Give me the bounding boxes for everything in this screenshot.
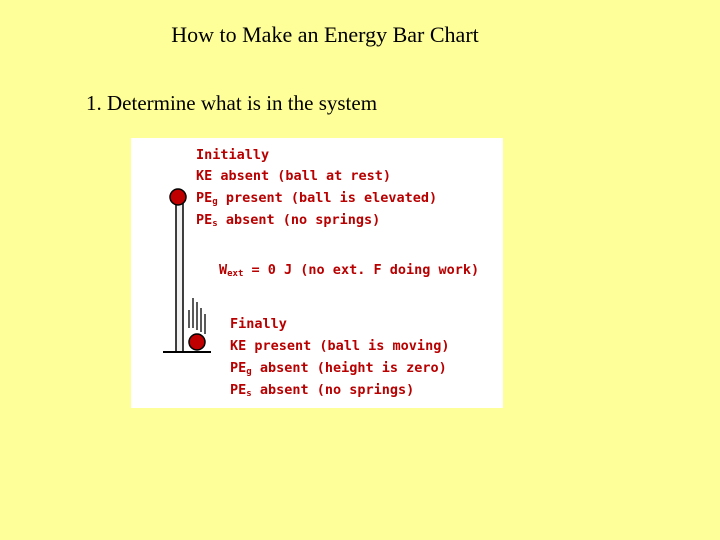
step-text: 1. Determine what is in the system <box>86 91 378 115</box>
initial-heading: Initially <box>196 147 270 163</box>
ball-final <box>189 334 205 350</box>
ball-initial <box>170 189 186 205</box>
initial-pes-line: $PE_s$ absent (no springs) <box>196 212 381 229</box>
motion-lines <box>189 298 205 334</box>
final-ke-line: KE present (ball is moving) <box>230 338 450 354</box>
pole <box>176 202 183 352</box>
final-heading: Finally <box>230 316 287 332</box>
final-peg-line: $PE_g$ absent (height is zero) <box>230 360 447 377</box>
slide-title: How to Make an Energy Bar Chart <box>171 22 479 47</box>
final-pes-line: $PE_s$ absent (no springs) <box>230 382 415 399</box>
energy-diagram-figure <box>131 138 503 408</box>
initial-ke-line: KE absent (ball at rest) <box>196 168 392 184</box>
work-line: $W_{ext} = 0$ J (no ext. F doing work) <box>219 262 480 279</box>
initial-peg-line: $PE_g$ present (ball is elevated) <box>196 190 438 207</box>
